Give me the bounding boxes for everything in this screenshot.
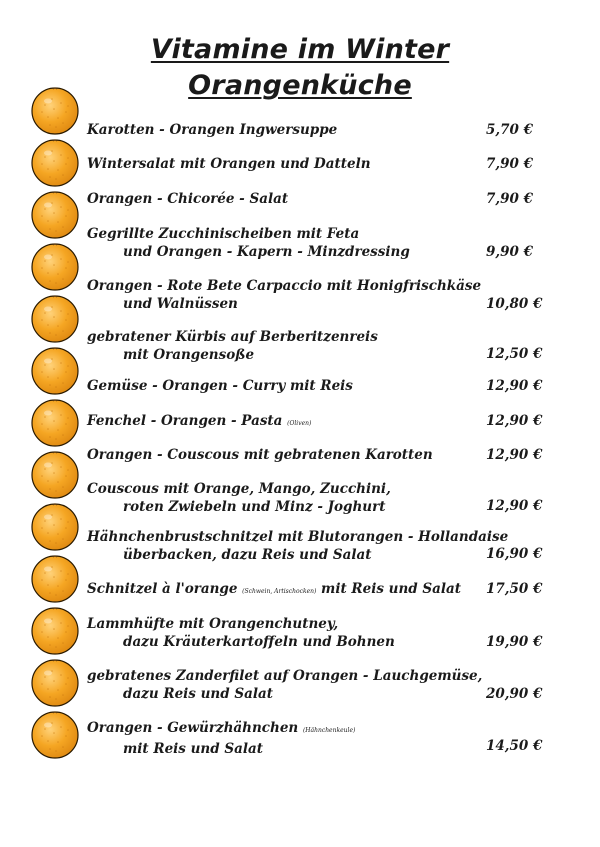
- menu-item-name: Fenchel - Orangen - Pasta: [87, 413, 283, 429]
- orange-fruit-icon: [30, 85, 80, 135]
- menu-item-name: gebratenes Zanderfilet auf Orangen - Lauchgemüse,: [87, 668, 483, 684]
- menu-item-description: überbacken, dazu Reis und Salat: [123, 547, 372, 563]
- menu-item-price: 12,50 €: [486, 346, 543, 362]
- menu-item-note: (Oliven): [287, 420, 312, 427]
- menu-item-note: (Hähnchenkeule): [302, 727, 356, 734]
- menu-item-name: Karotten - Orangen Ingwersuppe: [87, 122, 338, 138]
- menu-item-name: Orangen - Couscous mit gebratenen Karotten: [87, 447, 433, 463]
- menu-item-price: 19,90 €: [486, 634, 543, 650]
- menu-item-name: gebratener Kürbis auf Berberitzenreis: [87, 329, 378, 345]
- menu-item-name: Orangen - Gewürzhähnchen: [87, 720, 299, 736]
- orange-fruit-icon: [30, 137, 80, 187]
- menu-item-name: Orangen - Chicorée - Salat: [87, 191, 289, 207]
- menu-item-price: 5,70 €: [486, 122, 533, 138]
- orange-fruit-icon: [30, 657, 80, 707]
- menu-item-name-continued: mit Reis und Salat: [321, 581, 462, 597]
- menu-item-price: 12,90 €: [486, 447, 543, 463]
- orange-fruit-icon: [30, 345, 80, 395]
- orange-fruit-icon: [30, 241, 80, 291]
- menu-item-name: Gemüse - Orangen - Curry mit Reis: [87, 378, 353, 394]
- menu-item-description: und Orangen - Kapern - Minzdressing: [123, 244, 410, 260]
- menu-item-name: Lammhüfte mit Orangenchutney,: [87, 616, 339, 632]
- orange-fruit-icon: [30, 397, 80, 447]
- menu-item-price: 17,50 €: [486, 581, 543, 597]
- menu-item-price: 12,90 €: [486, 413, 543, 429]
- menu-item-price: 7,90 €: [486, 156, 533, 172]
- menu-item-price: 9,90 €: [486, 244, 533, 260]
- orange-fruit-icon: [30, 449, 80, 499]
- menu-item-name: Orangen - Rote Bete Carpaccio mit Honigfrischkäse: [87, 278, 482, 294]
- orange-fruit-icon: [30, 293, 80, 343]
- menu-item-price: 14,50 €: [486, 738, 543, 754]
- menu-item-description: dazu Kräuterkartoffeln und Bohnen: [123, 634, 395, 650]
- menu-item-name: Schnitzel à l'orange: [87, 581, 238, 597]
- menu-item-price: 16,90 €: [486, 546, 543, 562]
- page-subtitle: Orangenküche: [188, 70, 412, 101]
- orange-fruit-icon: [30, 553, 80, 603]
- menu-item-description: mit Orangensoße: [123, 347, 255, 363]
- menu-item-name: Gegrillte Zucchinischeiben mit Feta: [87, 226, 360, 242]
- page-title: Vitamine im Winter: [150, 34, 450, 65]
- menu-item-name: Couscous mit Orange, Mango, Zucchini,: [87, 481, 391, 497]
- menu-item-name: Hähnchenbrustschnitzel mit Blutorangen - Hollandaise: [87, 529, 509, 545]
- orange-fruit-icon: [30, 709, 80, 759]
- menu-item-price: 12,90 €: [486, 378, 543, 394]
- orange-fruit-icon: [30, 605, 80, 655]
- menu-item-description: dazu Reis und Salat: [123, 686, 273, 702]
- menu-item-name: Wintersalat mit Orangen und Datteln: [87, 156, 371, 172]
- menu-item-price: 20,90 €: [486, 686, 543, 702]
- menu-item-price: 12,90 €: [486, 498, 543, 514]
- menu-item-note: (Schwein, Artischocken): [242, 588, 317, 595]
- menu-item-price: 10,80 €: [486, 296, 543, 312]
- menu-item-price: 7,90 €: [486, 191, 533, 207]
- menu-item-description: mit Reis und Salat: [123, 741, 263, 757]
- orange-fruit-icon: [30, 189, 80, 239]
- orange-fruit-icon: [30, 501, 80, 551]
- menu-item-description: und Walnüssen: [123, 296, 238, 312]
- menu-item-description: roten Zwiebeln und Minz - Joghurt: [123, 499, 386, 515]
